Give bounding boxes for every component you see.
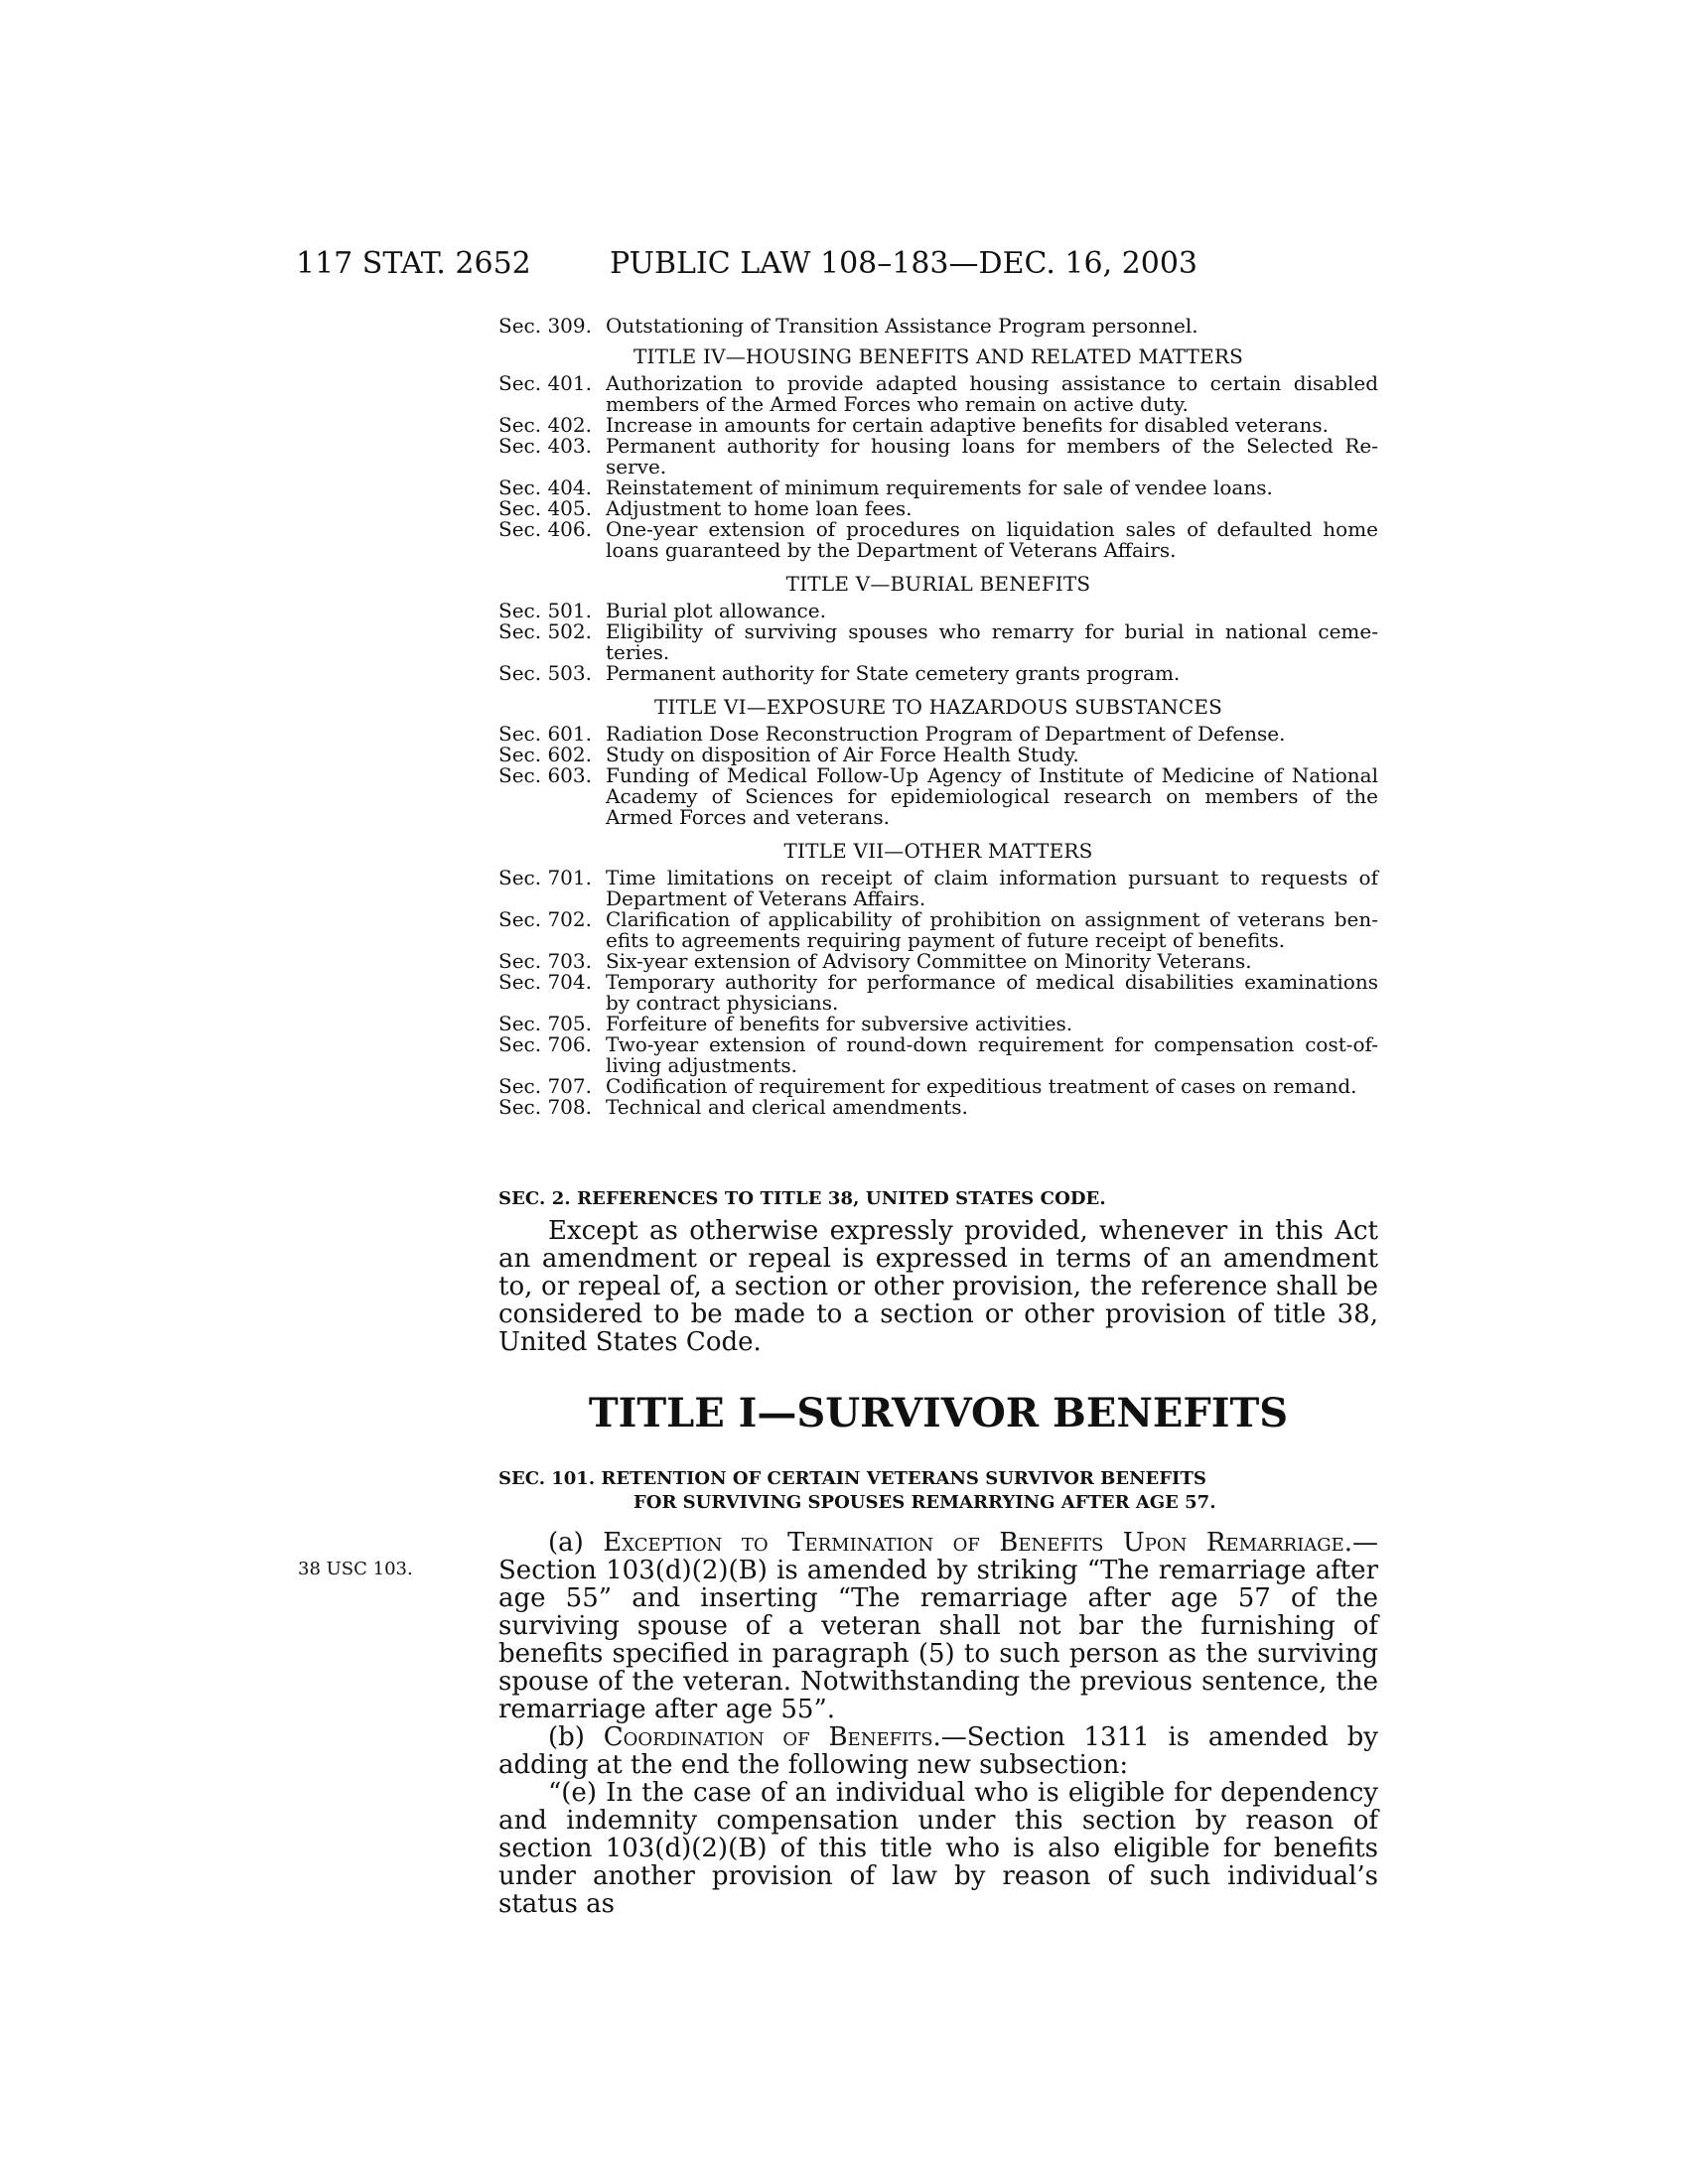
toc-entry-601: Sec. 601. Radiation Dose Reconstruction Program of Department of Defense. <box>498 722 1286 746</box>
running-head <box>296 246 1368 286</box>
toc-entry-602: Sec. 602. Study on disposition of Air Force Health Study. <box>498 743 1079 766</box>
table-of-contents <box>498 316 1378 1118</box>
section-101-heading-line-2: FOR SURVIVING SPOUSES REMARRYING AFTER AGE 57. <box>633 1492 1216 1513</box>
toc-entry-401: Sec. 401. Authorization to provide adapted housing assistance to certain disabled members of the Armed Forces who remain on active duty. <box>498 371 1378 416</box>
toc-entry-705: Sec. 705. Forfeiture of benefits for subversive activities. <box>498 1012 1073 1035</box>
toc-title-v: TITLE V—BURIAL BENEFITS <box>785 572 1091 596</box>
paragraph-e: “(e) In the case of an individual who is eligible for dependency and indemnity compensation under this section by reason of section 103(d)(2)(B) of this title who is also eligible for benefits under another provision of law by reason of such individual’s status as <box>498 1778 1378 1919</box>
section-2-body: Except as otherwise expressly provided, whenever in this Act an amendment or repeal is expressed in terms of an amendment to, or repeal of, a section or other provision, the reference shall be considered to be made to a section or other provision of title 38, United States Code. <box>498 1216 1378 1357</box>
law-header: PUBLIC LAW 108–183—DEC. 16, 2003 <box>610 246 1198 281</box>
toc-entry-704: Sec. 704. Temporary authority for performance of medical disabilities examinations by contract physicians. <box>498 970 1378 1015</box>
margin-note: 38 USC 103. <box>298 1559 413 1579</box>
toc-title-vi: TITLE VI—EXPOSURE TO HAZARDOUS SUBSTANCES <box>653 695 1223 719</box>
toc-entry-706: Sec. 706. Two-year extension of round-down requirement for compensation cost-of-living adjustments. <box>498 1032 1378 1077</box>
toc-entry-708: Sec. 708. Technical and clerical amendments. <box>498 1095 968 1119</box>
toc-entry-405: Sec. 405. Adjustment to home loan fees. <box>498 496 913 520</box>
page-number: 117 STAT. 2652 <box>296 246 531 281</box>
toc-entry-703: Sec. 703. Six-year extension of Advisory Committee on Minority Veterans. <box>498 949 1252 973</box>
toc-entry-603: Sec. 603. Funding of Medical Follow-Up Agency of Institute of Medicine of National Academy of Sciences for epidemiological research on members of the Armed Forces and veterans. <box>498 763 1378 829</box>
toc-entry-501: Sec. 501. Burial plot allowance. <box>498 599 826 622</box>
paragraph-b <box>498 1723 1378 1779</box>
section-101-heading <box>498 1467 1378 1515</box>
toc-entry-701: Sec. 701. Time limitations on receipt of claim information pursuant to requests of Department of Veterans Affairs. <box>498 866 1378 910</box>
title-i-heading: TITLE I—SURVIVOR BENEFITS <box>588 1390 1289 1436</box>
toc-entry-406: Sec. 406. One-year extension of procedures on liquidation sales of defaulted home loans guaranteed by the Department of Veterans Affairs. <box>498 517 1378 562</box>
paragraph-a-label: (a) <box>548 1528 584 1558</box>
toc-entry-502: Sec. 502. Eligibility of surviving spouses who remarry for burial in national cemeteries. <box>498 619 1378 664</box>
toc-entry-503: Sec. 503. Permanent authority for State cemetery grants program. <box>498 661 1181 685</box>
toc-entry-702: Sec. 702. Clarification of applicability of prohibition on assignment of veterans benefits to agreements requiring payment of future receipt of benefits. <box>498 907 1378 952</box>
paragraph-b-text: —Section 1311 is amended by adding at the end the following new subsection: <box>498 1722 1378 1780</box>
toc-entry-402: Sec. 402. Increase in amounts for certain adaptive benefits for disabled veterans. <box>498 413 1329 437</box>
section-101-heading-line-1: SEC. 101. RETENTION OF CERTAIN VETERANS SURVIVOR BENEFITS <box>498 1468 1206 1489</box>
toc-entry-707: Sec. 707. Codification of requirement for expeditious treatment of cases on remand. <box>498 1074 1357 1098</box>
toc-entry-403: Sec. 403. Permanent authority for housing loans for members of the Selected Reserve. <box>498 434 1378 478</box>
toc-entry-309: Sec. 309. Outstationing of Transition Assistance Program personnel. <box>498 314 1198 338</box>
toc-title-iv: TITLE IV—HOUSING BENEFITS AND RELATED MATTERS <box>633 344 1244 368</box>
paragraph-b-caption: Coordination of Benefits. <box>603 1722 941 1752</box>
paragraph-a <box>498 1529 1378 1723</box>
section-101-body <box>498 1529 1378 1918</box>
toc-entry-404: Sec. 404. Reinstatement of minimum requirements for sale of vendee loans. <box>498 476 1273 499</box>
paragraph-a-caption: Exception to Termination of Benefits Upon Remarriage. <box>603 1528 1352 1558</box>
toc-title-vii: TITLE VII—OTHER MATTERS <box>783 839 1093 863</box>
section-2-heading: SEC. 2. REFERENCES TO TITLE 38, UNITED STATES CODE. <box>498 1188 1106 1209</box>
paragraph-b-label: (b) <box>548 1722 585 1752</box>
paragraph-a-text: —Section 103(d)(2)(B) is amended by striking “The remarriage after age 55” and inserting “The remarriage after age 57 of the surviving spouse of a veteran shall not bar the furnishing of benefits specified in paragraph (5) to such person as the surviving spouse of the veteran. Notwithstanding the previous sentence, the remarriage after age 55”. <box>498 1528 1378 1724</box>
